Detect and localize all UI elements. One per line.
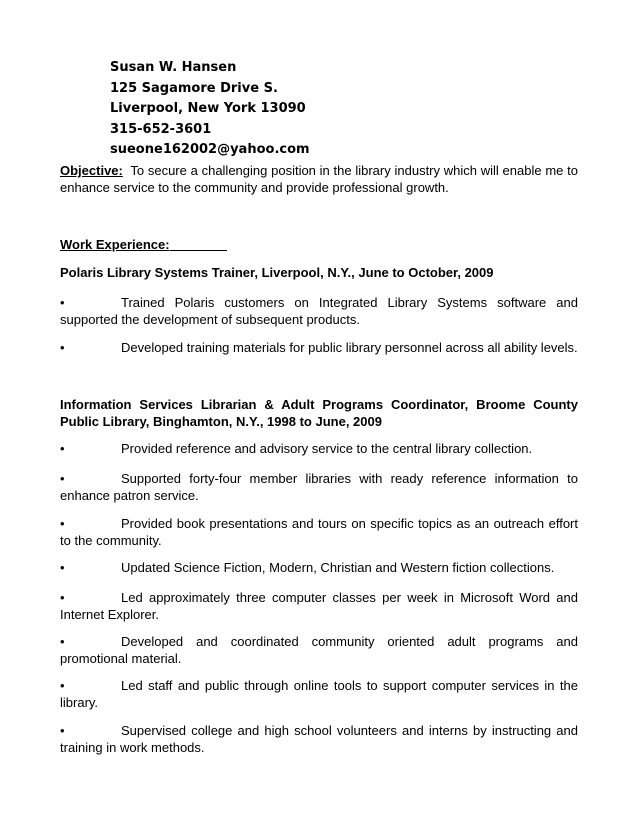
contact-phone: 315-652-3601 [110,121,212,137]
list-item-text: Provided book presentations and tours on specific topics as an outreach effort to the community. [60,516,578,548]
job-title: Information Services Librarian & Adult Programs Coordinator, Broome County Public Library, Binghamton, N.Y., 1998 to June, 2009 [60,397,578,429]
list-item-text: Updated Science Fiction, Modern, Christian and Western fiction collections. [121,560,555,575]
bullet-icon: • [60,441,65,456]
list-item [60,471,578,504]
objective-text: To secure a challenging position in the library industry which will enable me to enhance service to the community and provide professional growth. [60,163,578,195]
list-item [60,634,578,667]
contact-city: Liverpool, New York 13090 [110,101,306,116]
list-item [60,516,578,549]
contact-email: sueone162002@yahoo.com [110,142,310,157]
list-item [60,678,578,711]
list-item [60,441,578,458]
list-item [60,295,578,328]
list-item [60,340,578,357]
bullet-icon: • [60,590,65,605]
bullet-icon: • [60,295,65,310]
bullet-icon: • [60,560,65,575]
bullet-icon: • [60,723,65,738]
list-item-text: Developed training materials for public library personnel across all ability levels. [121,340,578,355]
contact-street: 125 Sagamore Drive S. [110,80,278,96]
list-item-text: Supervised college and high school volunteers and interns by instructing and training in work methods. [60,723,578,755]
contact-name: Susan W. Hansen [110,60,237,75]
list-item-text: Provided reference and advisory service to the central library collection. [121,441,533,456]
work-experience-label: Work Experience: [60,237,170,252]
list-item [60,723,578,756]
list-item-text: Developed and coordinated community oriented adult programs and promotional material. [60,634,578,666]
list-item-text: Led staff and public through online tools to support computer services in the library. [60,678,578,710]
list-item-text: Led approximately three computer classes per week in Microsoft Word and Internet Explorer. [60,590,578,622]
list-item [60,560,578,577]
objective-section [60,163,578,196]
list-item [60,590,578,623]
bullet-icon: • [60,516,65,531]
bullet-icon: • [60,634,65,649]
bullet-icon: • [60,678,65,693]
bullet-icon: • [60,471,65,486]
job-title: Polaris Library Systems Trainer, Liverpool, N.Y., June to October, 2009 [60,265,494,280]
list-item-text: Supported forty-four member libraries with ready reference information to enhance patron service. [60,471,578,503]
work-experience-heading [60,236,578,254]
bullet-icon: • [60,340,65,355]
heading-underline-rule [170,238,227,251]
list-item-text: Trained Polaris customers on Integrated Library Systems software and supported the development of subsequent products. [60,295,578,327]
objective-label: Objective: [60,163,123,178]
contact-block [110,58,310,161]
